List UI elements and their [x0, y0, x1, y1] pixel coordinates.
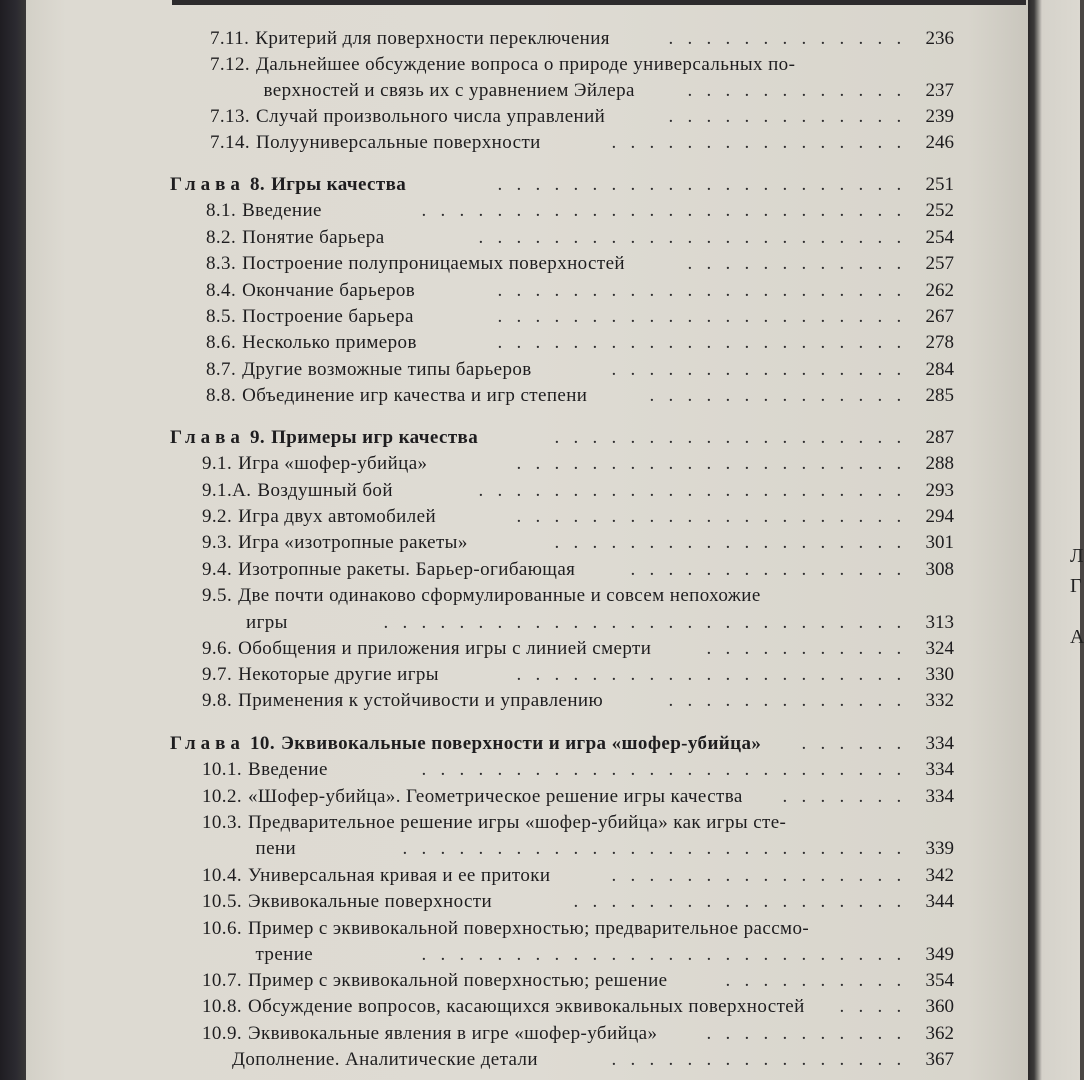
toc-entry [202, 557, 954, 583]
toc-entry [202, 478, 954, 504]
page-number: 362 [925, 1023, 954, 1044]
chapter-title: Игры качества [271, 174, 407, 195]
toc-entry [202, 836, 954, 862]
section-title: Критерий для поверхности переключения [255, 28, 610, 49]
section-number: 8.2. [206, 227, 237, 248]
section-title: Две почти одинаково сформулированные и совсем непохожие [238, 585, 761, 606]
page-number: 284 [925, 359, 954, 380]
page-number: 294 [925, 506, 954, 527]
section-title: Дальнейшее обсуждение вопроса о природе универсальных по- [256, 54, 796, 75]
facing-page [1028, 0, 1080, 1080]
dot-leader: . . . . . . . . . . . . . . . . . . . . . [516, 664, 916, 685]
dot-leader: . . . . . . . . . . . . . . . . . . . . . . . [478, 227, 916, 248]
toc-entry [210, 130, 954, 156]
toc-entry [202, 889, 954, 915]
section-number: 7.11. [210, 28, 250, 49]
page-number: 334 [925, 759, 954, 780]
page-number: 257 [925, 253, 954, 274]
toc-entry [202, 530, 954, 556]
section-number: 9.5. [202, 585, 233, 606]
toc-page [26, 0, 1028, 1080]
toc-entry [206, 383, 954, 409]
section-title: Игра двух автомобилей [238, 506, 437, 527]
dot-leader: . . . . [839, 996, 916, 1017]
section-title: «Шофер-убийца». Геометрическое решение игры качества [248, 786, 743, 807]
chapter-number: 9. [250, 427, 266, 448]
chapter-prefix: Глава [170, 427, 245, 448]
top-rule [172, 0, 1026, 5]
section-number: 8.3. [206, 253, 237, 274]
dot-leader: . . . . . . . . . . . . . . . . . . . . . . . . . . . [402, 838, 916, 859]
section-title: Построение полупроницаемых поверхностей [242, 253, 625, 274]
toc-entry [210, 52, 954, 78]
toc-entry [202, 863, 954, 889]
dot-leader: . . . . . . . . . . . . . . . . . . . . . . [497, 332, 916, 353]
section-number: 10.1. [202, 759, 242, 780]
section-title: Введение [242, 200, 322, 221]
section-title: Игра «изотропные ракеты» [238, 532, 468, 553]
chapter-title: Примеры игр качества [271, 427, 479, 448]
toc-entry [202, 810, 954, 836]
page-number: 313 [925, 612, 954, 633]
section-title: Некоторые другие игры [238, 664, 439, 685]
page-number: 332 [925, 690, 954, 711]
dot-leader: . . . . . . . . . . . . [687, 80, 916, 101]
dot-leader: . . . . . . [801, 733, 916, 754]
chapter-prefix: Глава [170, 174, 245, 195]
section-number: 10.3. [202, 812, 242, 833]
dot-leader: . . . . . . . . . . . . . . . . . . [573, 891, 916, 912]
toc-entry [202, 504, 954, 530]
section-title: Другие возможные типы барьеров [242, 359, 532, 380]
page-number: 324 [925, 638, 954, 659]
section-number: 8.6. [206, 332, 237, 353]
section-number: 9.6. [202, 638, 233, 659]
section-number: 10.5. [202, 891, 242, 912]
page-number: 308 [925, 559, 954, 580]
page-number: 262 [925, 280, 954, 301]
dot-leader: . . . . . . . . . . . . . . . . [611, 865, 916, 886]
dot-leader: . . . . . . . . . . . [706, 1023, 916, 1044]
toc-entry [202, 916, 954, 942]
section-number: 9.4. [202, 559, 233, 580]
section-title: Введение [248, 759, 328, 780]
facing-page-letter: Л [1070, 545, 1084, 567]
section-title: Воздушный бой [257, 480, 393, 501]
page-number: 293 [925, 480, 954, 501]
chapter-number: 10. [250, 733, 275, 754]
section-title: Эквивокальные поверхности [248, 891, 493, 912]
section-number: 7.13. [210, 106, 250, 127]
page-number: 254 [925, 227, 954, 248]
page-number: 287 [925, 427, 954, 448]
dot-leader: . . . . . . . . . . . . . . . . [611, 359, 916, 380]
page-number: 339 [925, 838, 954, 859]
dot-leader: . . . . . . . . . . [725, 970, 916, 991]
page-number: 251 [925, 174, 954, 195]
page-number: 360 [925, 996, 954, 1017]
toc-entry [210, 104, 954, 130]
section-title: Игра «шофер-убийца» [238, 453, 428, 474]
page-number: 239 [925, 106, 954, 127]
section-title: Окончание барьеров [242, 280, 416, 301]
facing-page-letter: Г [1070, 575, 1082, 597]
page-number: 267 [925, 306, 954, 327]
page-number: 349 [925, 944, 954, 965]
dot-leader: . . . . . . . . . . . . . [668, 28, 916, 49]
toc-entry [206, 251, 954, 277]
toc-entry [206, 278, 954, 304]
section-number: 8.4. [206, 280, 237, 301]
section-title: Построение барьера [242, 306, 414, 327]
page-number: 252 [925, 200, 954, 221]
section-number: 10.8. [202, 996, 242, 1017]
toc-entry [202, 1021, 954, 1047]
page-number: 354 [925, 970, 954, 991]
dot-leader: . . . . . . . . . . . . . . . . . . . . . [516, 506, 916, 527]
section-number: 9.7. [202, 664, 233, 685]
dot-leader: . . . . . . . . . . . . . . . . . . . . . . . . . . . . [383, 612, 916, 633]
toc-entry [202, 1047, 954, 1073]
page-number: 288 [925, 453, 954, 474]
dot-leader: . . . . . . . . . . . . . . . . . . . . . . [497, 280, 916, 301]
section-title: Применения к устойчивости и управлению [238, 690, 604, 711]
chapter-heading [170, 731, 954, 757]
toc-entry [210, 26, 954, 52]
book-edge-left [0, 0, 26, 1080]
dot-leader: . . . . . . . . . . . . . . . . . . . . . . . [478, 480, 916, 501]
section-title: Понятие барьера [242, 227, 385, 248]
dot-leader: . . . . . . . . . . . . . . . . . . . . . . . . . . [421, 944, 916, 965]
toc-entry [202, 968, 954, 994]
toc-entry [202, 610, 954, 636]
page-number: 301 [925, 532, 954, 553]
section-title: Универсальная кривая и ее притоки [248, 865, 551, 886]
page-number: 246 [925, 132, 954, 153]
toc-entry [202, 662, 954, 688]
page-number: 334 [925, 733, 954, 754]
toc-entry [206, 225, 954, 251]
section-title: верхностей и связь их с уравнением Эйлера [263, 80, 635, 101]
page-number: 330 [925, 664, 954, 685]
toc-entry [202, 688, 954, 714]
section-number: 10.6. [202, 918, 242, 939]
toc-entry [210, 78, 954, 104]
chapter-title: Эквивокальные поверхности и игра «шофер-убийца» [280, 733, 762, 754]
dot-leader: . . . . . . . . . . . . . . . . . . . [554, 532, 916, 553]
section-number: 10.7. [202, 970, 242, 991]
section-number: 10.2. [202, 786, 242, 807]
section-number: 8.8. [206, 385, 237, 406]
section-number: 9.1. [202, 453, 233, 474]
section-number: 8.5. [206, 306, 237, 327]
section-title: Обобщения и приложения игры с линией смерти [238, 638, 652, 659]
section-number: 9.2. [202, 506, 233, 527]
section-number: 9.3. [202, 532, 233, 553]
section-title: Обсуждение вопросов, касающихся эквивокальных поверхностей [248, 996, 805, 1017]
dot-leader: . . . . . . . . . . . . . [668, 106, 916, 127]
section-title: Случай произвольного числа управлений [256, 106, 606, 127]
section-number: 8.1. [206, 200, 237, 221]
section-number: 10.9. [202, 1023, 242, 1044]
section-title: Предварительное решение игры «шофер-убийца» как игры сте- [248, 812, 787, 833]
toc-entry [206, 357, 954, 383]
dot-leader: . . . . . . . . . . . . . . . . . . . [554, 427, 916, 448]
chapter-prefix: Глава [170, 733, 245, 754]
toc-entry [202, 583, 954, 609]
section-number: 7.14. [210, 132, 250, 153]
page-number: 367 [925, 1049, 954, 1070]
section-number: 9.1.А. [202, 480, 252, 501]
dot-leader: . . . . . . . . . . . [706, 638, 916, 659]
dot-leader: . . . . . . . . . . . . . . . . [611, 1049, 916, 1070]
section-title: Несколько примеров [242, 332, 417, 353]
section-number: 8.7. [206, 359, 237, 380]
page-number: 285 [925, 385, 954, 406]
section-number: 9.8. [202, 690, 233, 711]
section-title: Изотропные ракеты. Барьер-огибающая [238, 559, 576, 580]
dot-leader: . . . . . . . . . . . . . . . . [611, 132, 916, 153]
toc-entry [202, 994, 954, 1020]
chapter-number: 8. [250, 174, 266, 195]
dot-leader: . . . . . . . . . . . . . . . [630, 559, 916, 580]
page-number: 342 [925, 865, 954, 886]
dot-leader: . . . . . . . . . . . . . . [649, 385, 916, 406]
dot-leader: . . . . . . . . . . . . . . . . . . . . . . . . . . [421, 759, 916, 780]
dot-leader: . . . . . . . . . . . . . . . . . . . . . [516, 453, 916, 474]
toc-entry [202, 451, 954, 477]
section-title: Эквивокальные явления в игре «шофер-убийца» [248, 1023, 658, 1044]
toc-entry [202, 636, 954, 662]
section-number: 7.12. [210, 54, 250, 75]
section-title: Пример с эквивокальной поверхностью; решение [248, 970, 668, 991]
section-title: пени [255, 838, 297, 859]
toc-entry [202, 784, 954, 810]
page-number: 344 [925, 891, 954, 912]
chapter-heading [170, 172, 954, 198]
dot-leader: . . . . . . . . . . . . [687, 253, 916, 274]
section-title: игры [246, 612, 288, 633]
page-number: 237 [925, 80, 954, 101]
toc-entry [202, 942, 954, 968]
section-title: Пример с эквивокальной поверхностью; предварительное рассмо- [248, 918, 810, 939]
chapter-heading [170, 425, 954, 451]
section-title: Объединение игр качества и игр степени [242, 385, 588, 406]
section-title: Дополнение. Аналитические детали [232, 1049, 539, 1070]
dot-leader: . . . . . . . . . . . . . . . . . . . . . . [497, 174, 916, 195]
dot-leader: . . . . . . . . . . . . . [668, 690, 916, 711]
dot-leader: . . . . . . . [782, 786, 916, 807]
section-title: Полууниверсальные поверхности [256, 132, 541, 153]
toc-entry [206, 330, 954, 356]
toc-entry [206, 304, 954, 330]
section-title: трение [255, 944, 314, 965]
page-number: 334 [925, 786, 954, 807]
section-number: 10.4. [202, 865, 242, 886]
dot-leader: . . . . . . . . . . . . . . . . . . . . . . . . . . [421, 200, 916, 221]
toc-entry [206, 198, 954, 224]
page-number: 278 [925, 332, 954, 353]
toc-entry [202, 757, 954, 783]
facing-page-letter: А [1070, 626, 1084, 648]
page-number: 236 [925, 28, 954, 49]
dot-leader: . . . . . . . . . . . . . . . . . . . . . . [497, 306, 916, 327]
